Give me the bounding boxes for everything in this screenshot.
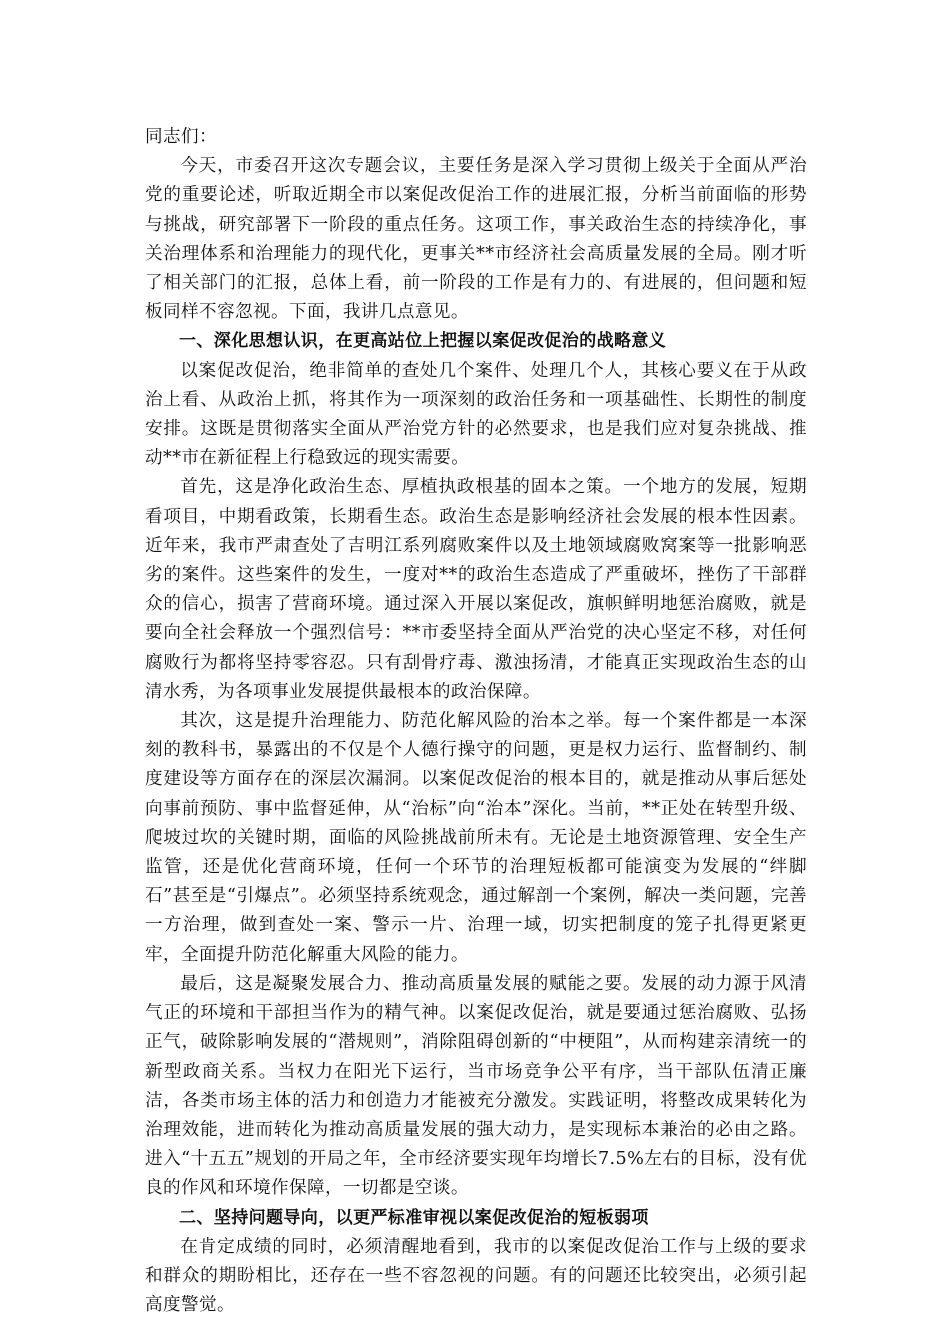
- section-2-paragraph-1: 在肯定成绩的同时，必须清醒地看到，我市的以案促改促治工作与上级的要求和群众的期盼相比，还存在一些不容忽视的问题。有的问题还比较突出，必须引起高度警觉。: [145, 1236, 807, 1316]
- section-2-heading: 二、坚持问题导向，以更严标准审视以案促改促治的短板弱项: [179, 1207, 649, 1228]
- intro-paragraph: 今天，市委召开这次专题会议，主要任务是深入学习贯彻上级关于全面从严治党的重要论述，听取近期全市以案促改促治工作的进展汇报，分析当前面临的形势与挑战，研究部署下一阶段的重点任务。这项工作，事关政治生态的持续净化，事关治理体系和治理能力的现代化，更事关**市经济社会高质量发展的全局。刚才听了相关部门的汇报，总体上看，前一阶段的工作是有力的、有进展的，但问题和短板同样不容忽视。下面，我讲几点意见。: [145, 156, 807, 323]
- salutation: 同志们：: [145, 127, 217, 147]
- section-1-paragraph-3: 其次，这是提升治理能力、防范化解风险的治本之举。每一个案件都是一本深刻的教科书，暴露出的不仅是个人德行操守的问题，更是权力运行、监督制约、制度建设等方面存在的深层次漏洞。以案促改促治的根本目的，就是推动从事后惩处向事前预防、事中监督延伸，从“治标”向“治本”深化。当前，**正处在转型升级、爬坡过坎的关键时期，面临的风险挑战前所未有。无论是土地资源管理、安全生产监管，还是优化营商环境，任何一个环节的治理短板都可能演变为发展的“绊脚石”甚至是“引爆点”。必须坚持系统观念，通过解剖一个案例，解决一类问题，完善一方治理，做到查处一案、警示一片、治理一域，切实把制度的笼子扎得更紧更牢，全面提升防范化解重大风险的能力。: [145, 711, 807, 965]
- section-1-heading: 一、深化思想认识，在更高站位上把握以案促改促治的战略意义: [179, 331, 667, 352]
- document-body: [145, 123, 807, 1320]
- section-1-paragraph-1: 以案促改促治，绝非简单的查处几个案件、处理几个人，其核心要义在于从政治上看、从政治上抓，将其作为一项深刻的政治任务和一项基础性、长期性的制度安排。这既是贯彻落实全面从严治党方针的必然要求，也是我们应对复杂挑战、推动**市在新征程上行稳致远的现实需要。: [145, 360, 807, 469]
- section-1-paragraph-2: 首先，这是净化政治生态、厚植执政根基的固本之策。一个地方的发展，短期看项目，中期看政策，长期看生态。政治生态是影响经济社会发展的根本性因素。近年来，我市严肃查处了吉明江系列腐败案件以及土地领域腐败窝案等一批影响恶劣的案件。这些案件的发生，一度对**的政治生态造成了严重破坏，挫伤了干部群众的信心，损害了营商环境。通过深入开展以案促改，旗帜鲜明地惩治腐败，就是要向全社会释放一个强烈信号：**市委坚持全面从严治党的决心坚定不移，对任何腐败行为都将坚持零容忍。只有刮骨疗毒、激浊扬清，才能真正实现政治生态的山清水秀，为各项事业发展提供最根本的政治保障。: [145, 477, 807, 702]
- section-1-paragraph-4: 最后，这是凝聚发展合力、推动高质量发展的赋能之要。发展的动力源于风清气正的环境和干部担当作为的精气神。以案促改促治，就是要通过惩治腐败、弘扬正气，破除影响发展的“潜规则”，消除阻碍创新的“中梗阻”，从而构建亲清统一的新型政商关系。当权力在阳光下运行，当市场竞争公平有序，当干部队伍清正廉洁，各类市场主体的活力和创造力才能被充分激发。实践证明，将整改成果转化为治理效能，进而转化为推动高质量发展的强大动力，是实现标本兼治的必由之路。进入“十五五”规划的开局之年，全市经济要实现年均增长7.5%左右的目标，没有优良的作风和环境作保障，一切都是空谈。: [145, 973, 807, 1199]
